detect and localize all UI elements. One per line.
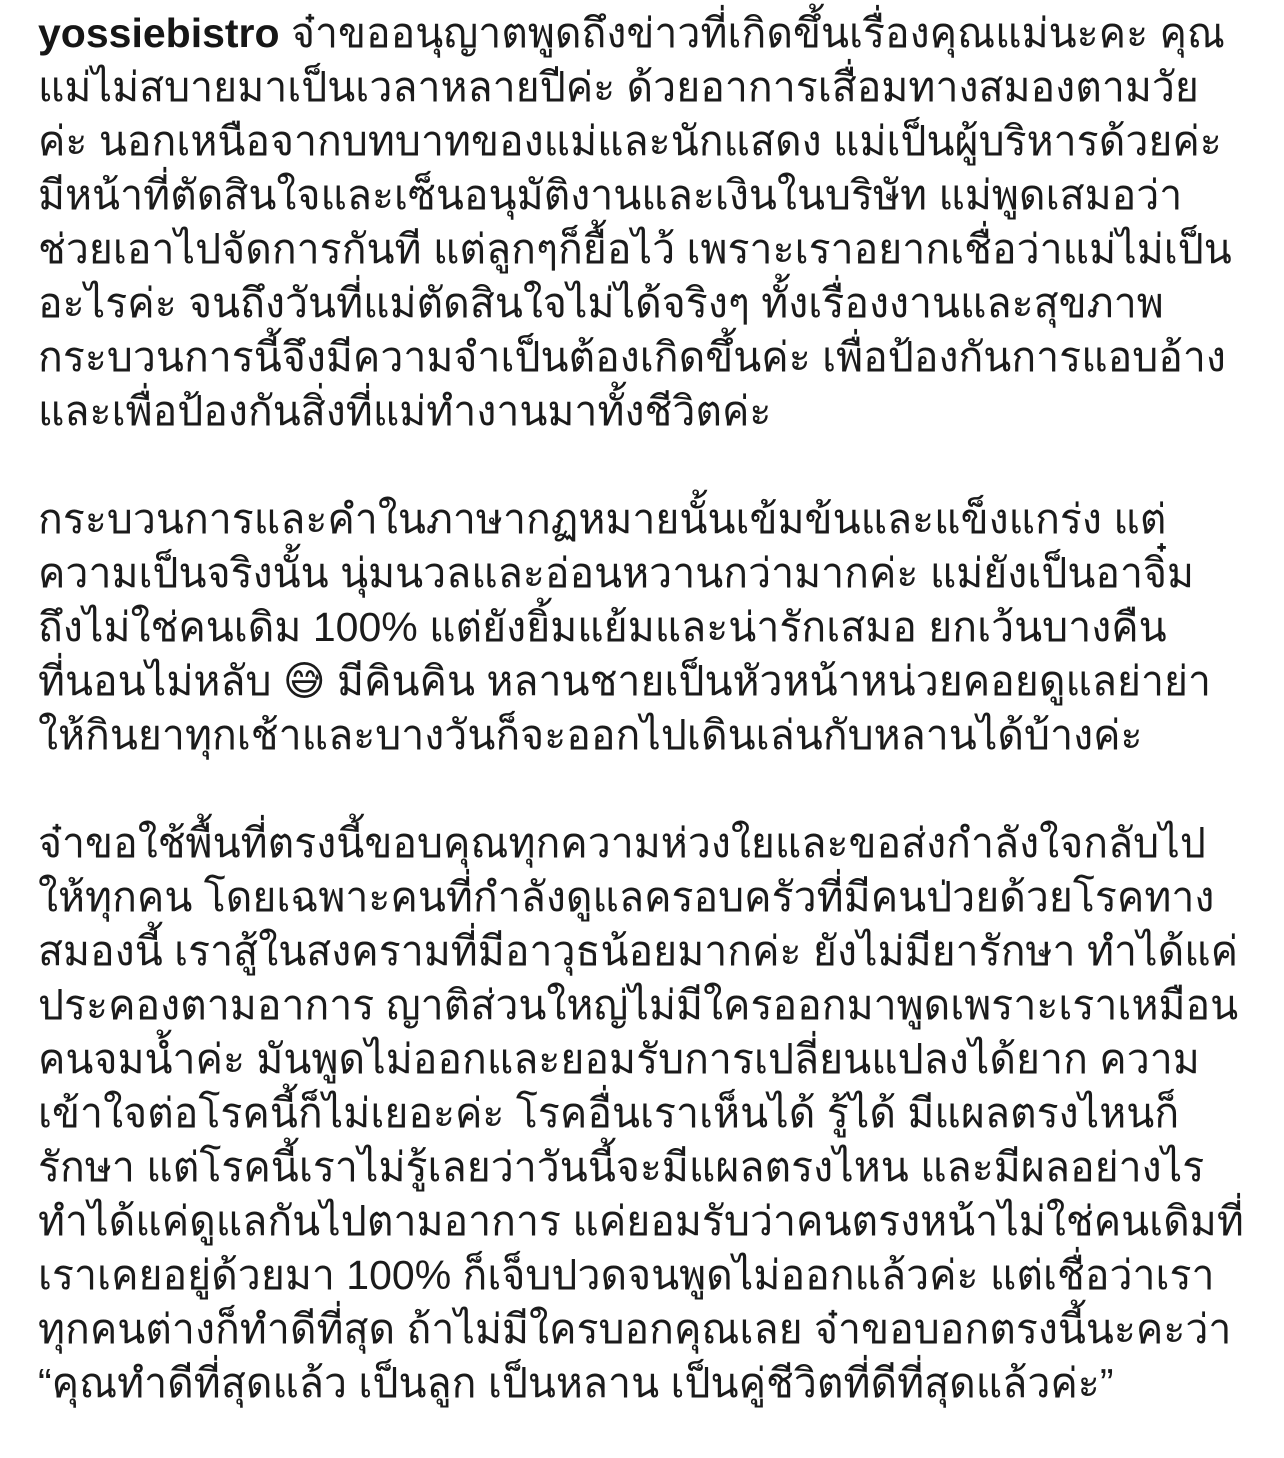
caption-paragraph-1 bbox=[38, 6, 1248, 438]
username-link[interactable]: yossiebistro bbox=[38, 10, 280, 56]
caption-paragraph-2: กระบวนการและคำในภาษากฏหมายนั้นเข้มข้นและแข็งแกร่ง แต่ความเป็นจริงนั้น นุ่มนวลและอ่อนหวานกว่ามากค่ะ แม่ยังเป็นอาจิ๋ม ถึงไม่ใช่คนเดิม 100% แต่ยังยิ้มแย้มและน่ารักเสมอ ยกเว้นบางคืนที่นอนไม่หลับ 😅 มีคินคิน หลานชายเป็นหัวหน้าหน่วยคอยดูแลย่าย่าให้กินยาทุกเช้าและบางวันก็จะออกไปเดินเล่นกับหลานได้บ้างค่ะ bbox=[38, 496, 1212, 758]
caption-paragraph-3: จ๋าขอใช้พื้นที่ตรงนี้ขอบคุณทุกความห่วงใยและขอส่งกำลังใจกลับไปให้ทุกคน โดยเฉพาะคนที่กำลังดูแลครอบครัวที่มีคนป่วยด้วยโรคทางสมองนี้ เราสู้ในสงครามที่มีอาวุธน้อยมากค่ะ ยังไม่มียารักษา ทำได้แค่ประคองตามอาการ ญาติส่วนใหญ่ไม่มีใครออกมาพูดเพราะเราเหมือนคนจมน้ำค่ะ มันพูดไม่ออกและยอมรับการเปลี่ยนแปลงได้ยาก ความเข้าใจต่อโรคนี้ก็ไม่เยอะค่ะ โรคอื่นเราเห็นได้ รู้ได้ มีแผลตรงไหนก็รักษา แต่โรคนี้เราไม่รู้เลยว่าวันนี้จะมีแผลตรงไหน และมีผลอย่างไร ทำได้แค่ดูแลกันไปตามอาการ แค่ยอมรับว่าคนตรงหน้าไม่ใช่คนเดิมที่เราเคยอยู่ด้วยมา 100% ก็เจ็บปวดจนพูดไม่ออกแล้วค่ะ แต่เชื่อว่าเราทุกคนต่างก็ทำดีที่สุด ถ้าไม่มีใครบอกคุณเลย จ๋าขอบอกตรงนี้นะคะว่า “คุณทำดีที่สุดแล้ว เป็นลูก เป็นหลาน เป็นคู่ชีวิตที่ดีที่สุดแล้วค่ะ” bbox=[38, 820, 1244, 1406]
caption-text-1: จ๋าขออนุญาตพูดถึงข่าวที่เกิดขึ้นเรื่องคุณแม่นะคะ คุณแม่ไม่สบายมาเป็นเวลาหลายปีค่ะ ด้วยอาการเสื่อมทางสมองตามวัยค่ะ นอกเหนือจากบทบาทของแม่และนักแสดง แม่เป็นผู้บริหารด้วยค่ะ มีหน้าที่ตัดสินใจและเซ็นอนุมัติงานและเงินในบริษัท แม่พูดเสมอว่าช่วยเอาไปจัดการกันที แต่ลูกๆก็ยื้อไว้ เพราะเราอยากเชื่อว่าแม่ไม่เป็นอะไรค่ะ จนถึงวันที่แม่ตัดสินใจไม่ได้จริงๆ ทั้งเรื่องงานและสุขภาพ กระบวนการนี้จึงมีความจำเป็นต้องเกิดขึ้นค่ะ เพื่อป้องกันการแอบอ้างและเพื่อป้องกันสิ่งที่แม่ทำงานมาทั้งชีวิตค่ะ bbox=[38, 10, 1232, 434]
